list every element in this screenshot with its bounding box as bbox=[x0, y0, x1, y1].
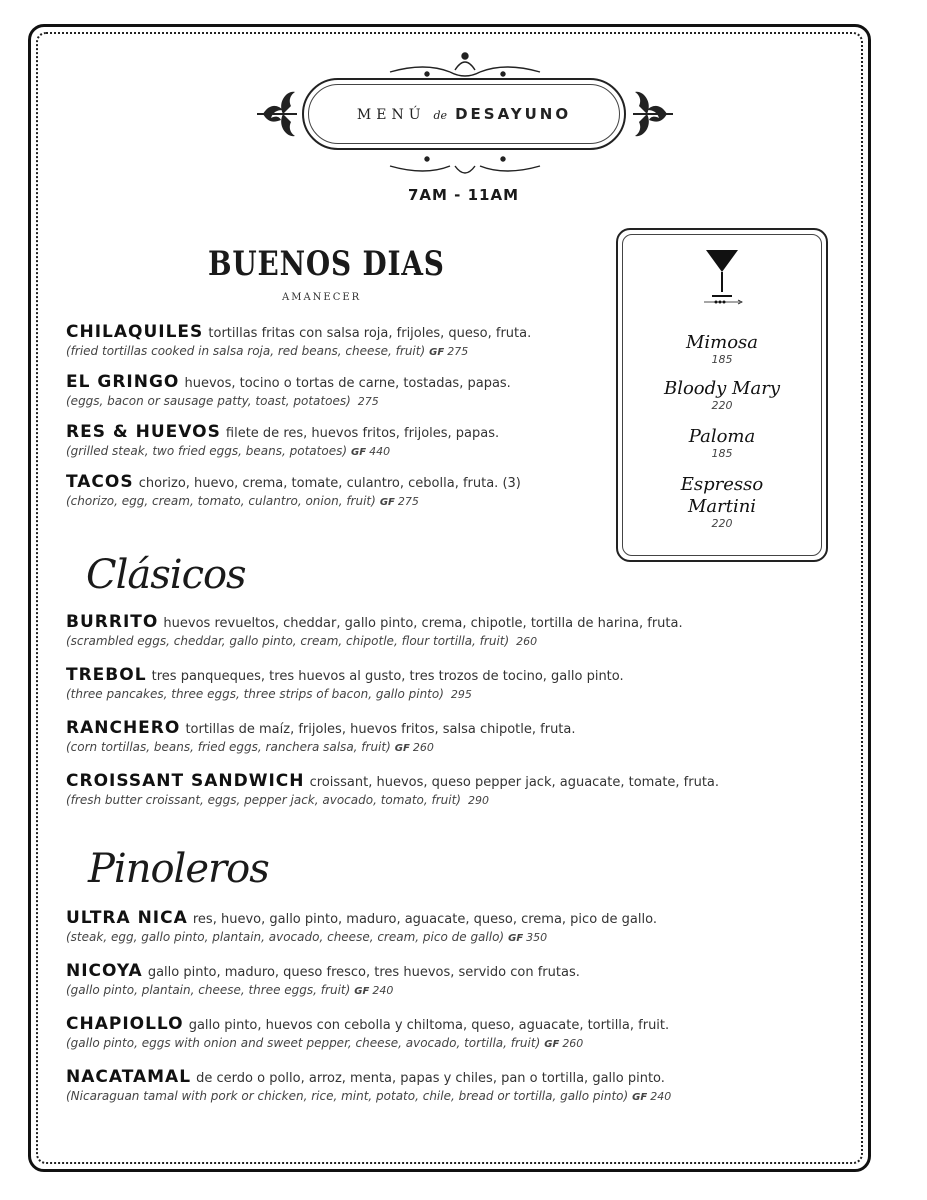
menu-item bbox=[66, 718, 806, 754]
gf-badge: GF bbox=[351, 447, 367, 458]
item-translation: (chorizo, egg, cream, tomato, culantro, onion, fruit) GF 275 bbox=[66, 494, 419, 508]
item-description: gallo pinto, huevos con cebolla y chiltoma, queso, aguacate, tortilla, fruit. bbox=[188, 1018, 670, 1033]
item-translation: (gallo pinto, plantain, cheese, three eggs, fruit) GF 240 bbox=[66, 983, 394, 997]
drink-item bbox=[616, 426, 828, 460]
menu-item bbox=[66, 1067, 806, 1103]
item-description: croissant, huevos, queso pepper jack, aguacate, tomate, fruta. bbox=[309, 775, 720, 790]
item-translation: (three pancakes, three eggs, three strips of bacon, gallo pinto) 295 bbox=[66, 687, 472, 701]
de-word: de bbox=[433, 109, 448, 122]
item-price: 240 bbox=[650, 1090, 672, 1103]
item-price: 260 bbox=[562, 1037, 584, 1050]
menu-word: MENÚ bbox=[356, 107, 426, 123]
drink-price: 185 bbox=[711, 447, 733, 460]
drink-price: 185 bbox=[711, 353, 733, 366]
gf-badge: GF bbox=[394, 743, 410, 754]
drink-name: Bloody Mary bbox=[663, 378, 780, 399]
item-translation: (scrambled eggs, cheddar, gallo pinto, cream, chipotle, flour tortilla, fruit) 260 bbox=[66, 634, 538, 648]
drink-item bbox=[650, 474, 794, 530]
item-description: gallo pinto, maduro, queso fresco, tres huevos, servido con frutas. bbox=[147, 965, 580, 980]
gf-badge: GF bbox=[379, 497, 395, 508]
drink-name: Espresso Martini bbox=[680, 474, 764, 517]
item-price: 260 bbox=[516, 635, 538, 648]
hours-label: 7AM - 11AM bbox=[407, 186, 520, 204]
menu-item bbox=[66, 665, 806, 701]
item-name: EL GRINGO bbox=[66, 372, 180, 392]
item-description: tortillas fritas con salsa roja, frijoles, queso, fruta. bbox=[208, 326, 532, 341]
item-name: NACATAMAL bbox=[66, 1067, 192, 1087]
item-translation: (fresh butter croissant, eggs, pepper jack, avocado, tomato, fruit) 290 bbox=[66, 793, 489, 807]
item-name: NICOYA bbox=[66, 961, 143, 981]
gf-badge: GF bbox=[632, 1092, 648, 1103]
item-name: CHILAQUILES bbox=[66, 322, 204, 342]
item-description: tortillas de maíz, frijoles, huevos fritos, salsa chipotle, fruta. bbox=[185, 722, 576, 737]
item-price: 290 bbox=[467, 794, 489, 807]
gf-badge: GF bbox=[508, 933, 524, 944]
section-title-clasicos: Clásicos bbox=[86, 552, 246, 598]
menu-title-inner-ring bbox=[308, 84, 620, 144]
item-translation: (steak, egg, gallo pinto, plantain, avocado, cheese, cream, pico de gallo) GF 350 bbox=[66, 930, 548, 944]
item-description: huevos, tocino o tortas de carne, tostadas, papas. bbox=[184, 376, 511, 391]
item-name: CROISSANT SANDWICH bbox=[66, 771, 305, 791]
menu-item bbox=[66, 961, 806, 997]
item-price: 240 bbox=[372, 984, 394, 997]
item-price: 295 bbox=[450, 688, 472, 701]
item-name: RES & HUEVOS bbox=[66, 422, 221, 442]
item-name: RANCHERO bbox=[66, 718, 181, 738]
item-description: de cerdo o pollo, arroz, menta, papas y chiles, pan o tortilla, gallo pinto. bbox=[196, 1071, 665, 1086]
item-translation: (fried tortillas cooked in salsa roja, red beans, cheese, fruit) GF 275 bbox=[66, 344, 469, 358]
item-price: 275 bbox=[397, 495, 419, 508]
menu-item bbox=[66, 908, 806, 944]
item-price: 350 bbox=[526, 931, 548, 944]
item-description: filete de res, huevos fritos, frijoles, papas. bbox=[225, 426, 500, 441]
item-description: tres panqueques, tres huevos al gusto, tres trozos de tocino, gallo pinto. bbox=[151, 669, 624, 684]
martini-glass-icon bbox=[700, 244, 744, 308]
item-price: 260 bbox=[412, 741, 434, 754]
drink-item bbox=[616, 378, 828, 412]
menu-item bbox=[66, 771, 806, 807]
item-name: TACOS bbox=[66, 472, 134, 492]
item-description: chorizo, huevo, crema, tomate, culantro, cebolla, fruta. (3) bbox=[138, 476, 521, 491]
gf-badge: GF bbox=[429, 347, 445, 358]
item-translation: (Nicaraguan tamal with pork or chicken, rice, mint, potato, chile, bread or tortilla, gallo pinto) GF 240 bbox=[66, 1089, 672, 1103]
drink-price: 220 bbox=[711, 517, 733, 530]
gf-badge: GF bbox=[544, 1039, 560, 1050]
item-price: 275 bbox=[447, 345, 469, 358]
section-subtitle-amanecer: AMANECER bbox=[282, 292, 362, 303]
item-name: ULTRA NICA bbox=[66, 908, 188, 928]
menu-title-main: DESAYUNO bbox=[455, 105, 572, 123]
drink-name: Mimosa bbox=[685, 332, 759, 353]
section-title-pinoleros: Pinoleros bbox=[88, 846, 269, 892]
drink-name: Paloma bbox=[688, 426, 756, 447]
item-translation: (grilled steak, two fried eggs, beans, potatoes) GF 440 bbox=[66, 444, 391, 458]
item-translation: (gallo pinto, eggs with onion and sweet pepper, cheese, avocado, tortilla, fruit) GF 260 bbox=[66, 1036, 584, 1050]
item-description: huevos revueltos, cheddar, gallo pinto, crema, chipotle, tortilla de harina, fruta. bbox=[163, 616, 683, 631]
item-translation: (eggs, bacon or sausage patty, toast, potatoes) 275 bbox=[66, 394, 379, 408]
drink-price: 220 bbox=[711, 399, 733, 412]
item-price: 440 bbox=[369, 445, 391, 458]
item-name: CHAPIOLLO bbox=[66, 1014, 184, 1034]
menu-item bbox=[66, 1014, 806, 1050]
section-title-buenos-dias: BUENOS DIAS bbox=[208, 244, 445, 284]
item-translation: (corn tortillas, beans, fried eggs, ranchera salsa, fruit) GF 260 bbox=[66, 740, 434, 754]
item-price: 275 bbox=[357, 395, 379, 408]
item-name: BURRITO bbox=[66, 612, 159, 632]
drink-item bbox=[616, 332, 828, 366]
item-name: TREBOL bbox=[66, 665, 147, 685]
item-description: res, huevo, gallo pinto, maduro, aguacate, queso, crema, pico de gallo. bbox=[192, 912, 657, 927]
menu-item bbox=[66, 612, 806, 648]
gf-badge: GF bbox=[354, 986, 370, 997]
